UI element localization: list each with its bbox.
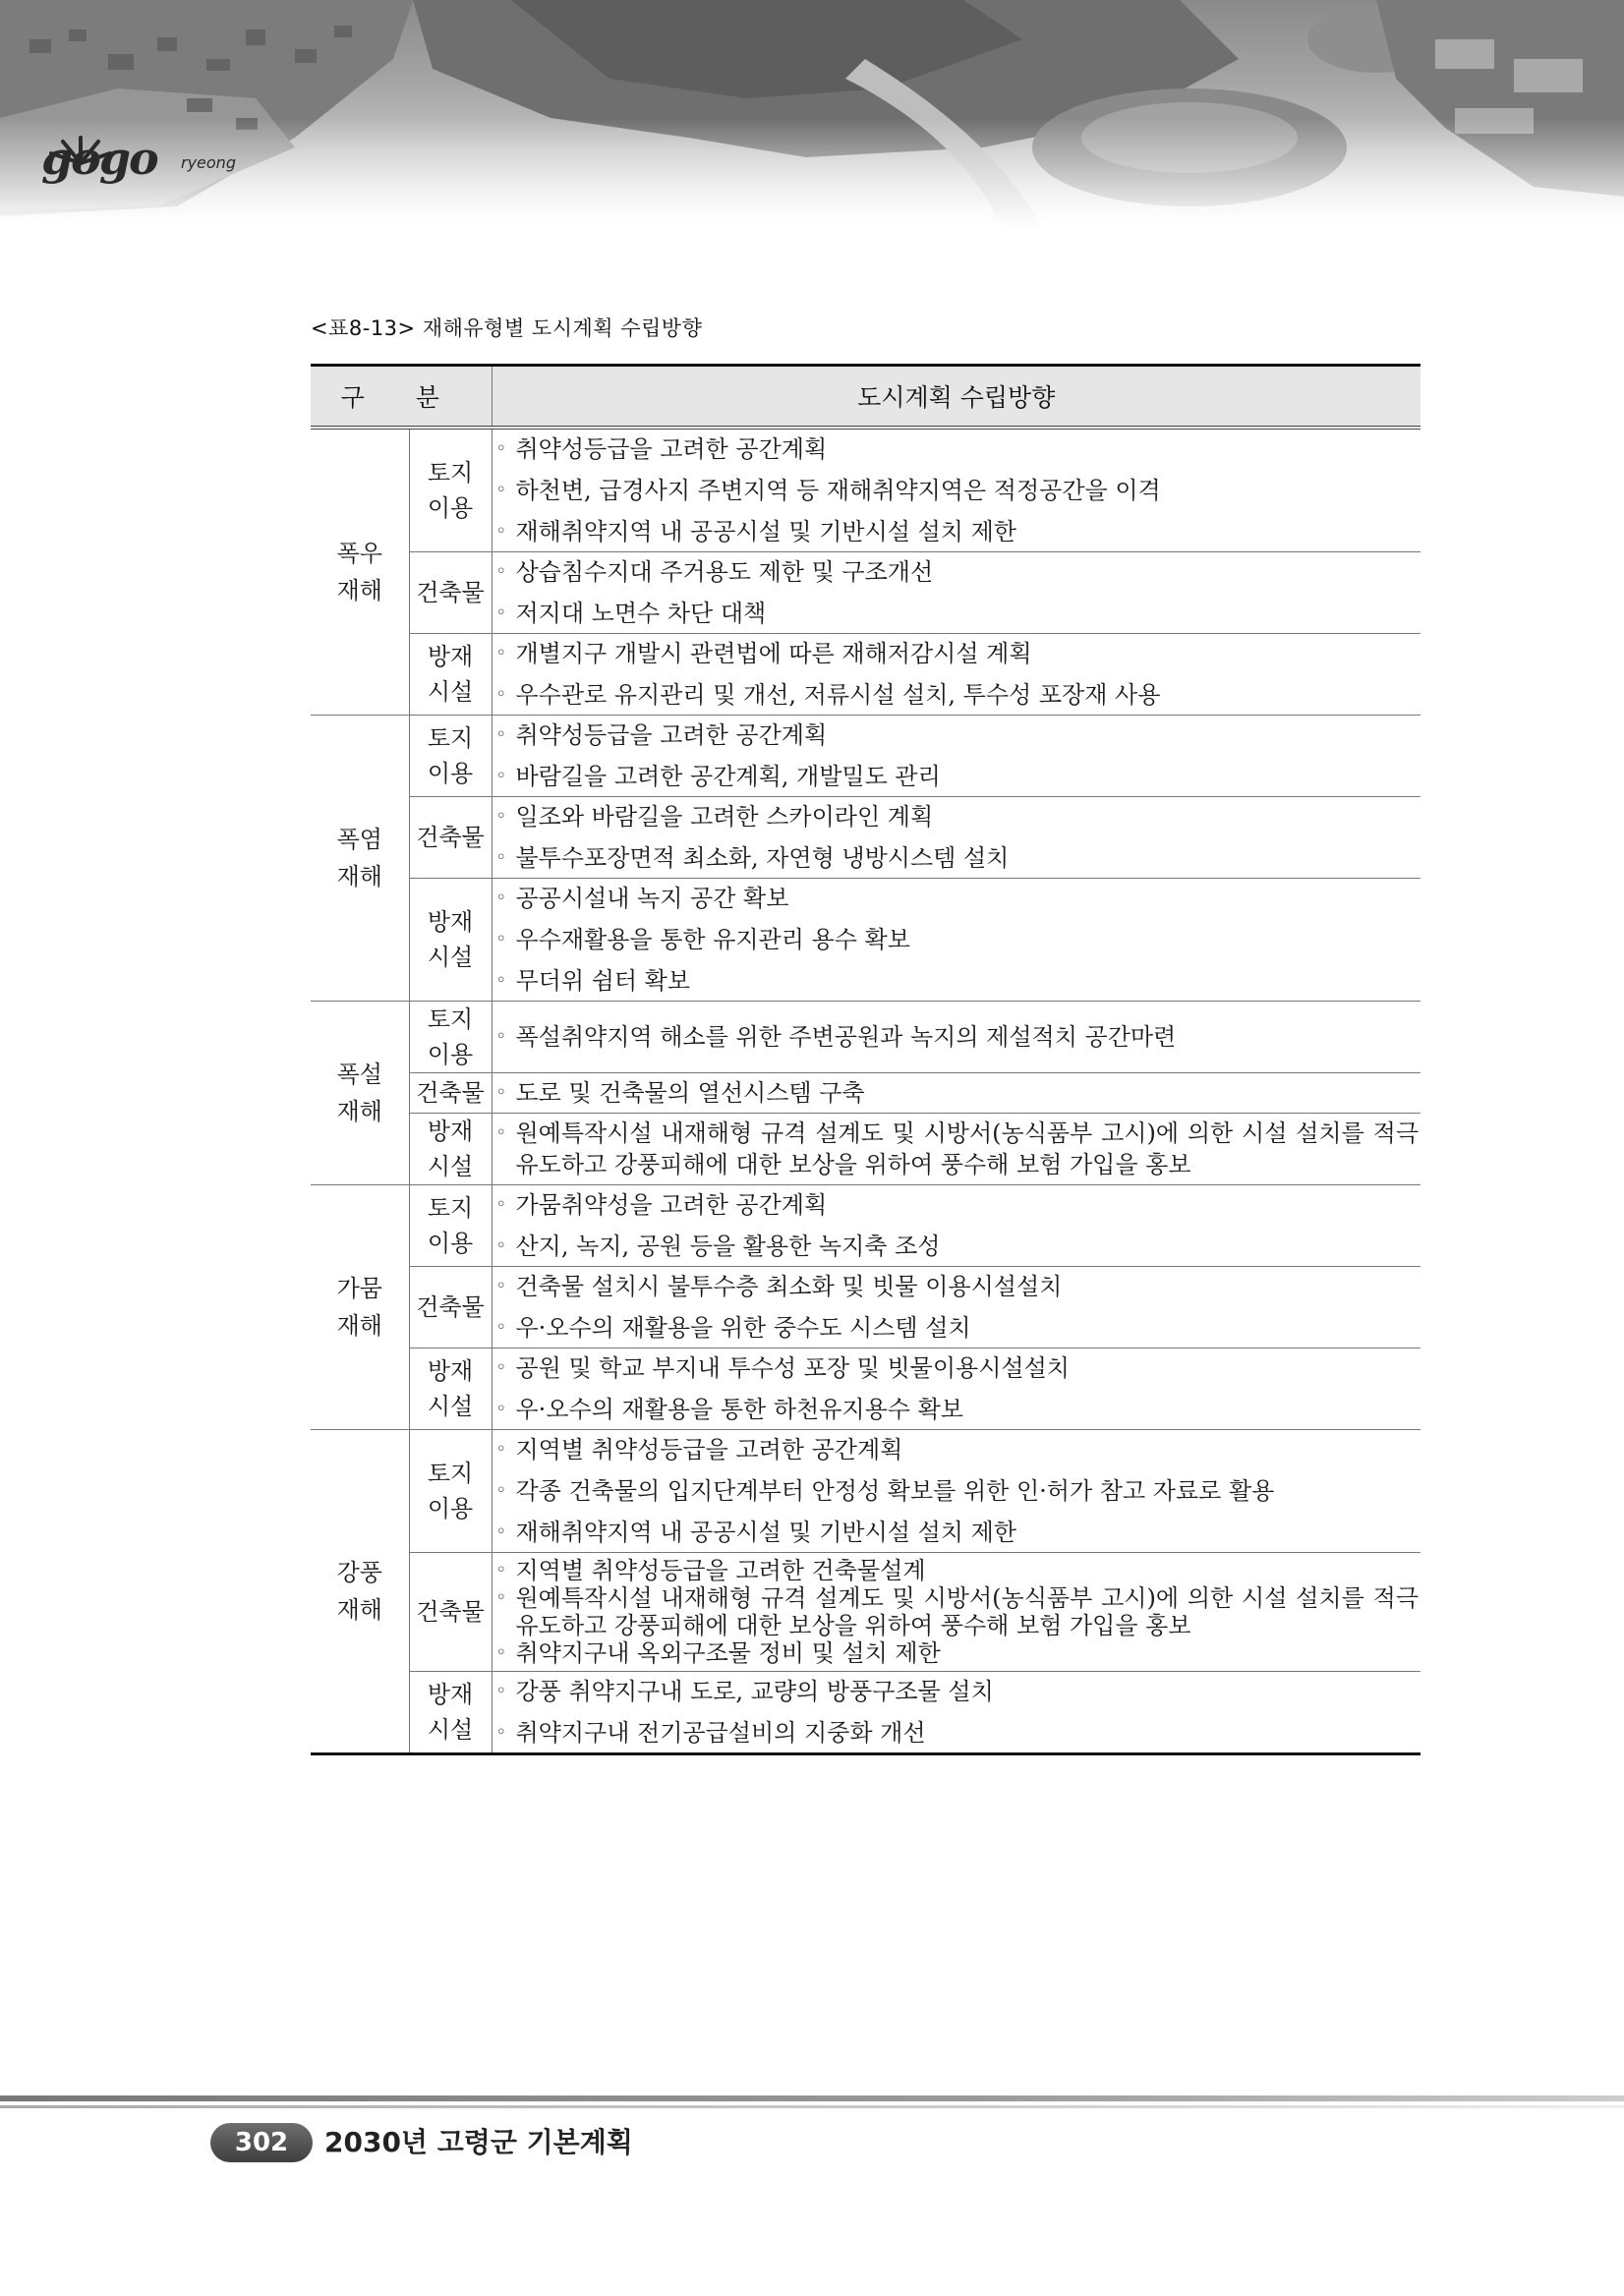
bullet-icon: ◦ xyxy=(495,438,507,459)
planning-subcategory: 방재 시설 xyxy=(409,879,492,1002)
list-item-text: 도로 및 건축물의 열선시스템 구축 xyxy=(515,1079,865,1107)
footer-rule-thin xyxy=(0,2105,1624,2108)
planning-subcategory: 토지 이용 xyxy=(409,428,492,552)
list-item xyxy=(496,1394,1420,1425)
planning-directions xyxy=(492,1002,1421,1073)
disaster-category: 폭설 재해 xyxy=(311,1002,409,1185)
list-item xyxy=(496,1475,1420,1507)
bullet-icon: ◦ xyxy=(495,1722,507,1743)
bullet-icon: ◦ xyxy=(495,1521,507,1542)
table-row xyxy=(311,428,1421,552)
list-item xyxy=(496,1676,1420,1707)
bullet-icon: ◦ xyxy=(495,1480,507,1501)
list-item-text: 우·오수의 재활용을 통한 하천유지용수 확보 xyxy=(515,1396,963,1423)
list-item-text: 원예특작시설 내재해형 규격 설계도 및 시방서(농식품부 고시)에 의한 시설 설치를 적극 유도하고 강풍피해에 대한 보상을 위하여 풍수해 보험 가입을 홍보 xyxy=(515,1119,1419,1178)
list-item-text: 공원 및 학교 부지내 투수성 포장 및 빗물이용시설설치 xyxy=(515,1354,1070,1382)
list-item xyxy=(496,1584,1420,1639)
planning-subcategory: 토지 이용 xyxy=(409,716,492,797)
list-item xyxy=(496,965,1420,997)
bullet-icon: ◦ xyxy=(495,1235,507,1256)
bullet-icon: ◦ xyxy=(495,1122,507,1143)
list-item-text: 지역별 취약성등급을 고려한 공간계획 xyxy=(515,1436,903,1464)
list-item xyxy=(496,842,1420,874)
list-item-text: 저지대 노면수 차단 대책 xyxy=(515,600,767,627)
list-item-text: 하천변, 급경사지 주변지역 등 재해취약지역은 적정공간을 이격 xyxy=(515,477,1161,504)
list-item xyxy=(496,1231,1420,1262)
list-item-text: 불투수포장면적 최소화, 자연형 냉방시스템 설치 xyxy=(515,844,1010,872)
list-item-text: 공공시설내 녹지 공간 확보 xyxy=(515,885,789,912)
planning-subcategory: 건축물 xyxy=(409,797,492,879)
planning-subcategory: 건축물 xyxy=(409,1267,492,1349)
disaster-planning-table xyxy=(311,364,1421,1755)
document-title: 2030년 고령군 기본계획 xyxy=(324,2126,633,2158)
list-item-text: 강풍 취약지구내 도로, 교량의 방풍구조물 설치 xyxy=(515,1678,994,1705)
list-item xyxy=(496,475,1420,506)
list-item xyxy=(496,719,1420,751)
table-header-row xyxy=(311,366,1421,429)
list-item xyxy=(496,924,1420,955)
table-caption: <표8-13> 재해유형별 도시계획 수립방향 xyxy=(311,316,703,340)
bullet-icon: ◦ xyxy=(495,766,507,786)
page-number: 302 xyxy=(210,2123,313,2162)
bullet-icon: ◦ xyxy=(495,1357,507,1378)
bullet-icon: ◦ xyxy=(495,1587,507,1608)
bullet-icon: ◦ xyxy=(495,970,507,991)
list-item xyxy=(496,1717,1420,1749)
header-banner-photo xyxy=(0,0,1624,228)
list-item xyxy=(496,1271,1420,1302)
planning-directions xyxy=(492,552,1421,634)
planning-directions xyxy=(492,1672,1421,1754)
list-item-text: 재해취약지역 내 공공시설 및 기반시설 설치 제한 xyxy=(515,1519,1016,1546)
list-item-text: 원예특작시설 내재해형 규격 설계도 및 시방서(농식품부 고시)에 의한 시설 설치를 적극 유도하고 강풍피해에 대한 보상을 위하여 풍수해 보험 가입을 홍보 xyxy=(515,1584,1419,1639)
bullet-icon: ◦ xyxy=(495,603,507,623)
list-item-text: 각종 건축물의 입지단계부터 안정성 확보를 위한 인·허가 참고 자료로 활용 xyxy=(515,1477,1275,1505)
list-item xyxy=(496,1189,1420,1221)
planning-subcategory: 방재 시설 xyxy=(409,1349,492,1430)
bullet-icon: ◦ xyxy=(495,1642,507,1663)
bullet-icon: ◦ xyxy=(495,561,507,582)
bullet-icon: ◦ xyxy=(495,1439,507,1460)
bullet-icon: ◦ xyxy=(495,1026,507,1047)
list-item xyxy=(496,1639,1420,1667)
list-item-text: 무더위 쉼터 확보 xyxy=(515,967,691,995)
list-item xyxy=(496,761,1420,792)
list-item xyxy=(496,1434,1420,1465)
planning-directions xyxy=(492,879,1421,1002)
list-item xyxy=(496,1557,1420,1584)
planning-directions xyxy=(492,1430,1421,1553)
list-item xyxy=(496,598,1420,629)
table-row xyxy=(311,1114,1421,1185)
list-item-text: 취약성등급을 고려한 공간계획 xyxy=(515,435,828,463)
planning-subcategory: 토지 이용 xyxy=(409,1430,492,1553)
planning-directions xyxy=(492,716,1421,797)
table-row xyxy=(311,1002,1421,1073)
list-item-text: 우·오수의 재활용을 위한 중수도 시스템 설치 xyxy=(515,1314,971,1342)
logo-subtext: ryeong xyxy=(181,153,236,172)
list-item-text: 취약성등급을 고려한 공간계획 xyxy=(515,721,828,749)
planning-subcategory: 방재 시설 xyxy=(409,1114,492,1185)
list-item xyxy=(496,801,1420,832)
table-row xyxy=(311,1267,1421,1349)
table-row xyxy=(311,634,1421,716)
table-row xyxy=(311,1073,1421,1114)
list-item xyxy=(496,1077,1420,1109)
list-item-text: 산지, 녹지, 공원 등을 활용한 녹지축 조성 xyxy=(515,1233,941,1260)
planning-directions xyxy=(492,1267,1421,1349)
bullet-icon: ◦ xyxy=(495,1317,507,1338)
list-item-text: 취약지구내 전기공급설비의 지중화 개선 xyxy=(515,1719,926,1747)
list-item-text: 폭설취약지역 해소를 위한 주변공원과 녹지의 제설적치 공간마련 xyxy=(515,1023,1177,1051)
list-item xyxy=(496,1312,1420,1344)
bullet-icon: ◦ xyxy=(495,684,507,705)
planning-directions xyxy=(492,634,1421,716)
table-row xyxy=(311,716,1421,797)
disaster-category: 강풍 재해 xyxy=(311,1430,409,1754)
header-category: 구 분 xyxy=(311,366,492,429)
bullet-icon: ◦ xyxy=(495,888,507,908)
gogo-goryeong-logo xyxy=(41,118,258,187)
list-item xyxy=(496,679,1420,711)
planning-directions xyxy=(492,797,1421,879)
disaster-category: 폭우 재해 xyxy=(311,428,409,716)
list-item xyxy=(496,883,1420,914)
table-row xyxy=(311,797,1421,879)
planning-subcategory: 토지 이용 xyxy=(409,1002,492,1073)
list-item xyxy=(496,638,1420,669)
disaster-category: 폭염 재해 xyxy=(311,716,409,1002)
disaster-category: 가뭄 재해 xyxy=(311,1185,409,1430)
table-row xyxy=(311,1349,1421,1430)
list-item-text: 상습침수지대 주거용도 제한 및 구조개선 xyxy=(515,558,934,586)
bullet-icon: ◦ xyxy=(495,1194,507,1215)
list-item-text: 우수재활용을 통한 유지관리 용수 확보 xyxy=(515,926,910,953)
planning-directions xyxy=(492,1185,1421,1267)
list-item-text: 일조와 바람길을 고려한 스카이라인 계획 xyxy=(515,803,934,831)
planning-directions xyxy=(492,1114,1421,1185)
bullet-icon: ◦ xyxy=(495,929,507,949)
list-item xyxy=(496,1352,1420,1384)
list-item xyxy=(496,433,1420,465)
list-item-text: 취약지구내 옥외구조물 정비 및 설치 제한 xyxy=(515,1639,941,1667)
planning-directions xyxy=(492,1553,1421,1672)
list-item xyxy=(496,516,1420,547)
planning-subcategory: 토지 이용 xyxy=(409,1185,492,1267)
bullet-icon: ◦ xyxy=(495,1276,507,1296)
planning-subcategory: 건축물 xyxy=(409,552,492,634)
bullet-icon: ◦ xyxy=(495,1681,507,1701)
bullet-icon: ◦ xyxy=(495,1399,507,1419)
list-item-text: 건축물 설치시 불투수층 최소화 및 빗물 이용시설설치 xyxy=(515,1273,1063,1300)
table-row xyxy=(311,1430,1421,1553)
list-item xyxy=(496,1517,1420,1548)
planning-directions xyxy=(492,428,1421,552)
planning-subcategory: 건축물 xyxy=(409,1553,492,1672)
list-item-text: 바람길을 고려한 공간계획, 개발밀도 관리 xyxy=(515,763,941,790)
bullet-icon: ◦ xyxy=(495,643,507,663)
bullet-icon: ◦ xyxy=(495,1082,507,1103)
planning-directions xyxy=(492,1349,1421,1430)
list-item-text: 가뭄취약성을 고려한 공간계획 xyxy=(515,1191,828,1219)
list-item xyxy=(496,1021,1420,1053)
bullet-icon: ◦ xyxy=(495,847,507,868)
list-item-text: 우수관로 유지관리 및 개선, 저류시설 설치, 투수성 포장재 사용 xyxy=(515,681,1161,709)
bullet-icon: ◦ xyxy=(495,521,507,542)
bullet-icon: ◦ xyxy=(495,1560,507,1580)
bullet-icon: ◦ xyxy=(495,480,507,500)
table-row xyxy=(311,1553,1421,1672)
list-item xyxy=(496,556,1420,588)
table-row xyxy=(311,879,1421,1002)
planning-directions xyxy=(492,1073,1421,1114)
bullet-icon: ◦ xyxy=(495,724,507,745)
footer-rule xyxy=(0,2095,1624,2101)
logo-text: gogo xyxy=(41,132,157,185)
table-row xyxy=(311,1185,1421,1267)
table-body xyxy=(311,428,1421,1754)
table-row xyxy=(311,552,1421,634)
list-item-text: 개별지구 개발시 관련법에 따른 재해저감시설 계획 xyxy=(515,640,1032,667)
aerial-landscape-illustration xyxy=(0,0,1624,228)
planning-subcategory: 건축물 xyxy=(409,1073,492,1114)
planning-subcategory: 방재 시설 xyxy=(409,1672,492,1754)
list-item-text: 재해취약지역 내 공공시설 및 기반시설 설치 제한 xyxy=(515,518,1016,545)
planning-subcategory: 방재 시설 xyxy=(409,634,492,716)
table-row xyxy=(311,1672,1421,1754)
list-item-text: 지역별 취약성등급을 고려한 건축물설계 xyxy=(515,1557,926,1584)
list-item xyxy=(496,1118,1420,1180)
header-direction: 도시계획 수립방향 xyxy=(492,366,1421,429)
bullet-icon: ◦ xyxy=(495,806,507,827)
